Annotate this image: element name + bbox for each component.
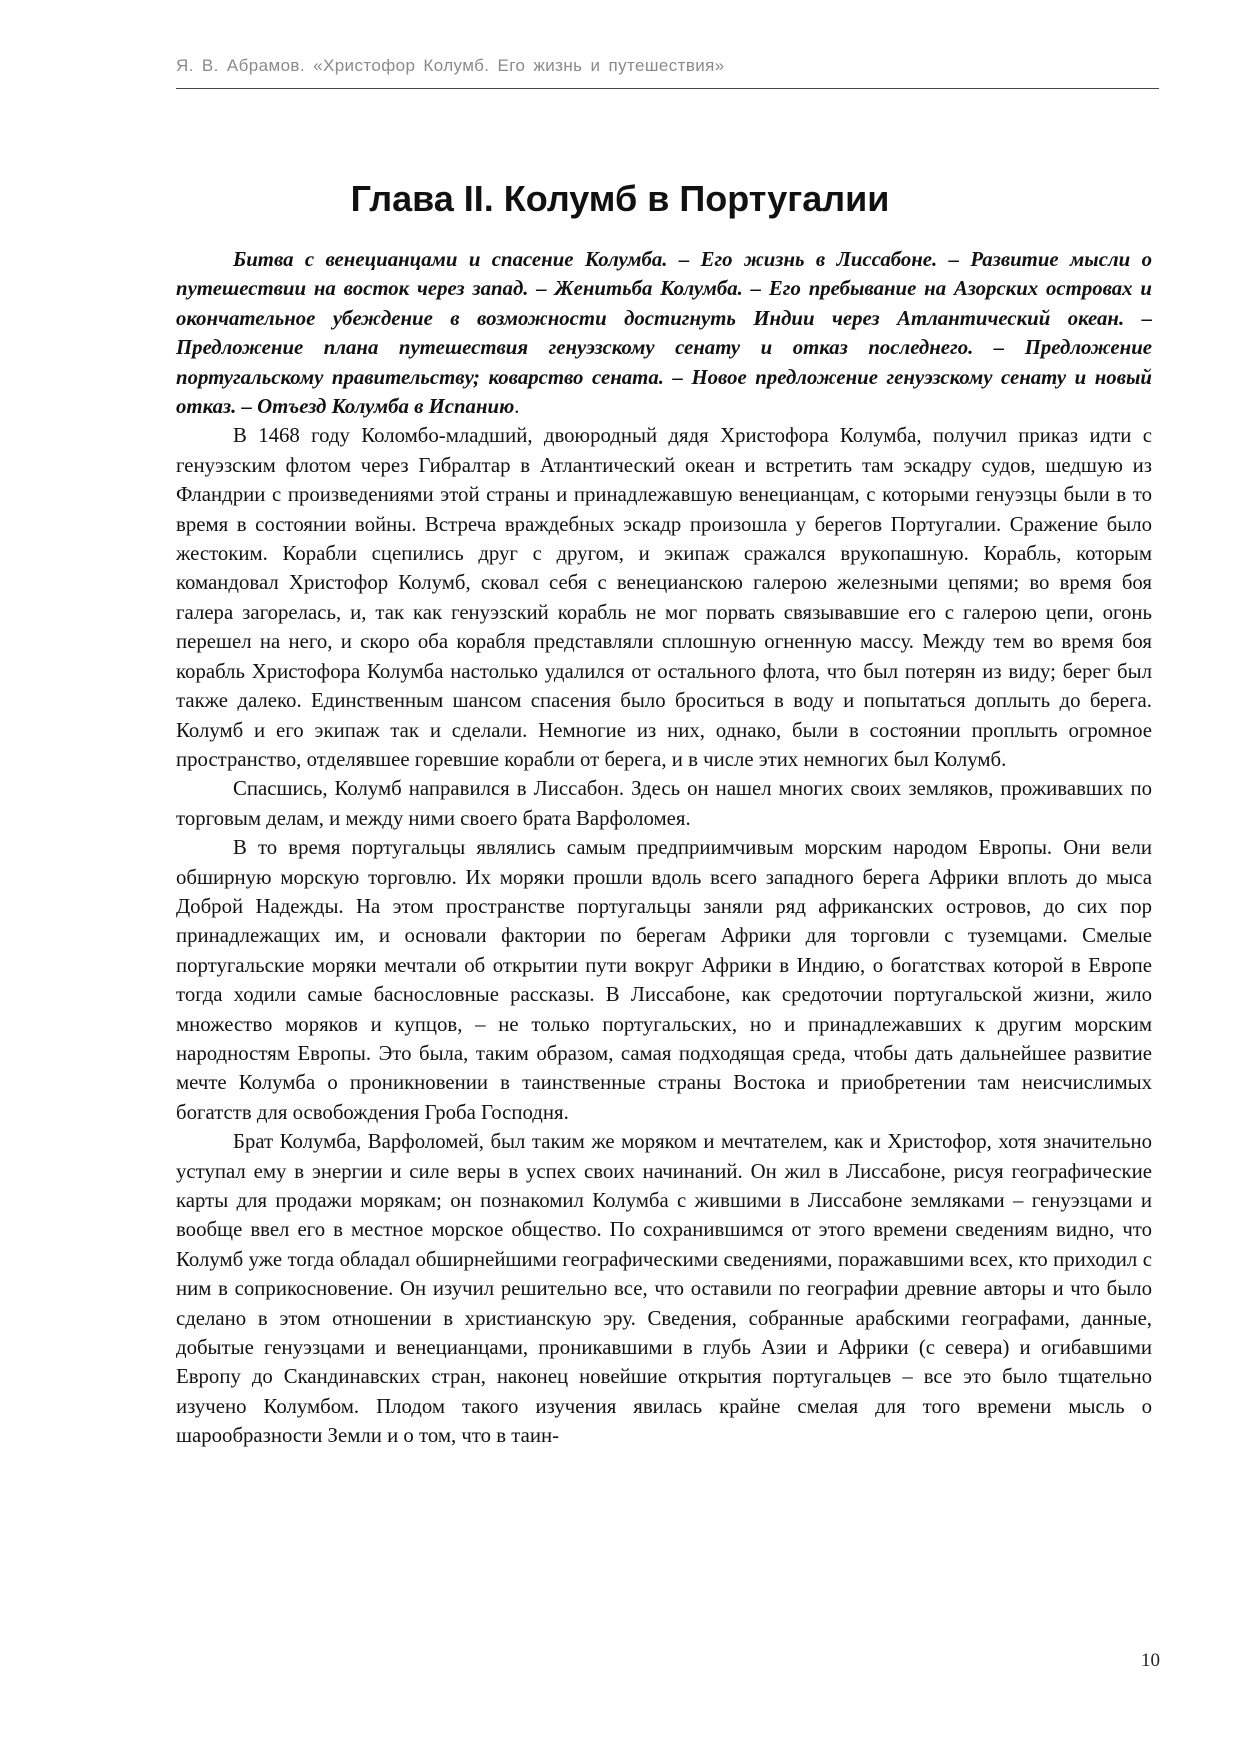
chapter-content	[176, 245, 1152, 1451]
page-number: 10	[1141, 1650, 1160, 1671]
body-paragraph-4: Брат Колумба, Варфоломей, был таким же моряком и мечтателем, как и Христофор, хотя значительно уступал ему в энергии и силе веры в успех своих начинаний. Он жил в Лиссабоне, рисуя географические карты для продажи морякам; он познакомил Колумба с жившими в Лиссабоне земляками – генуэзцами и вообще ввел его в местное морское общество. По сохранившимся от этого времени сведениям видно, что Колумб уже тогда обладал обширнейшими географическими сведениями, поражавшими всех, кто приходил с ним в соприкосновение. Он изучил решительно все, что оставили по географии древние авторы и что было сделано в этом отношении в христианскую эру. Сведения, собранные арабскими географами, данные, добытые генуэзцами и венецианцами, проникавшими в глубь Азии и Африки (с севера) и огибавшими Европу до Скандинавских стран, наконец новейшие открытия португальцев – все это было тщательно изучено Колумбом. Плодом такого изучения явилась крайне смелая для того времени мысль о шарообразности Земли и о том, что в таин-	[176, 1130, 1152, 1448]
epigraph-end-period: .	[514, 395, 520, 419]
running-header: Я. В. Абрамов. «Христофор Колумб. Его жизнь и путешествия»	[176, 56, 725, 75]
body-paragraph-3: В то время португальцы являлись самым предприимчивым морским народом Европы. Они вели обширную морскую торговлю. Их моряки прошли вдоль всего западного берега Африки вплоть до мыса Доброй Надежды. На этом пространстве португальцы заняли ряд африканских островов, до сих пор принадлежащих им, и основали фактории по берегам Африки для торговли с туземцами. Смелые португальские моряки мечтали об открытии пути вокруг Африки в Индию, о богатствах которой в Европе тогда ходили самые баснословные рассказы. В Лиссабоне, как средоточии португальской жизни, жило множество моряков и купцов, – не только португальских, но и принадлежавших к другим морским народностям Европы. Это была, таким образом, самая подходящая среда, чтобы дать дальнейшее развитие мечте Колумба о проникновении в таинственные страны Востока и приобретении там неисчислимых богатств для освобождения Гроба Господня.	[176, 836, 1152, 1124]
epigraph-text: Битва с венецианцами и спасение Колумба. – Его жизнь в Лиссабоне. – Развитие мысли о путешествии на восток через запад. – Женитьба Колумба. – Его пребывание на Азорских островах и окончательное убеждение в возможности достигнуть Индии через Атлантический океан. – Предложение плана путешествия генуэзскому сенату и отказ последнего. – Предложение португальскому правительству; коварство сената. – Новое предложение генуэзскому сенату и новый отказ. – Отъезд Колумба в Испанию	[176, 248, 1152, 419]
body-paragraph-2: Спасшись, Колумб направился в Лиссабон. Здесь он нашел многих своих земляков, проживавших по торговым делам, и между ними своего брата Варфоломея.	[176, 777, 1152, 830]
chapter-epigraph	[176, 245, 1152, 421]
body-paragraph-1: В 1468 году Коломбо-младший, двоюродный дядя Христофора Колумба, получил приказ идти с генуэзским флотом через Гибралтар в Атлантический океан и встретить там эскадру судов, шедшую из Фландрии с произведениями этой страны и принадлежавшую венецианцам, с которыми генуэзцы были в то время в состоянии войны. Встреча враждебных эскадр произошла у берегов Португалии. Сражение было жестоким. Корабли сцепились друг с другом, и экипаж сражался врукопашную. Корабль, которым командовал Христофор Колумб, сковал себя с венецианскою галерою железными цепями; во время боя галера загорелась, и, так как генуэзский корабль не мог порвать связывавшие его с галерою цепи, огонь перешел на него, и скоро оба корабля представляли сплошную огненную массу. Между тем во время боя корабль Христофора Колумба настолько удалился от остального флота, что был потерян из виду; берег был также далеко. Единственным шансом спасения было броситься в воду и попытаться доплыть до берега. Колумб и его экипаж так и сделали. Немногие из них, однако, были в состоянии проплыть огромное пространство, отделявшее горевшие корабли от берега, и в числе этих немногих был Колумб.	[176, 424, 1152, 771]
header-rule	[176, 88, 1159, 89]
chapter-title: Глава II. Колумб в Португалии	[350, 178, 890, 219]
